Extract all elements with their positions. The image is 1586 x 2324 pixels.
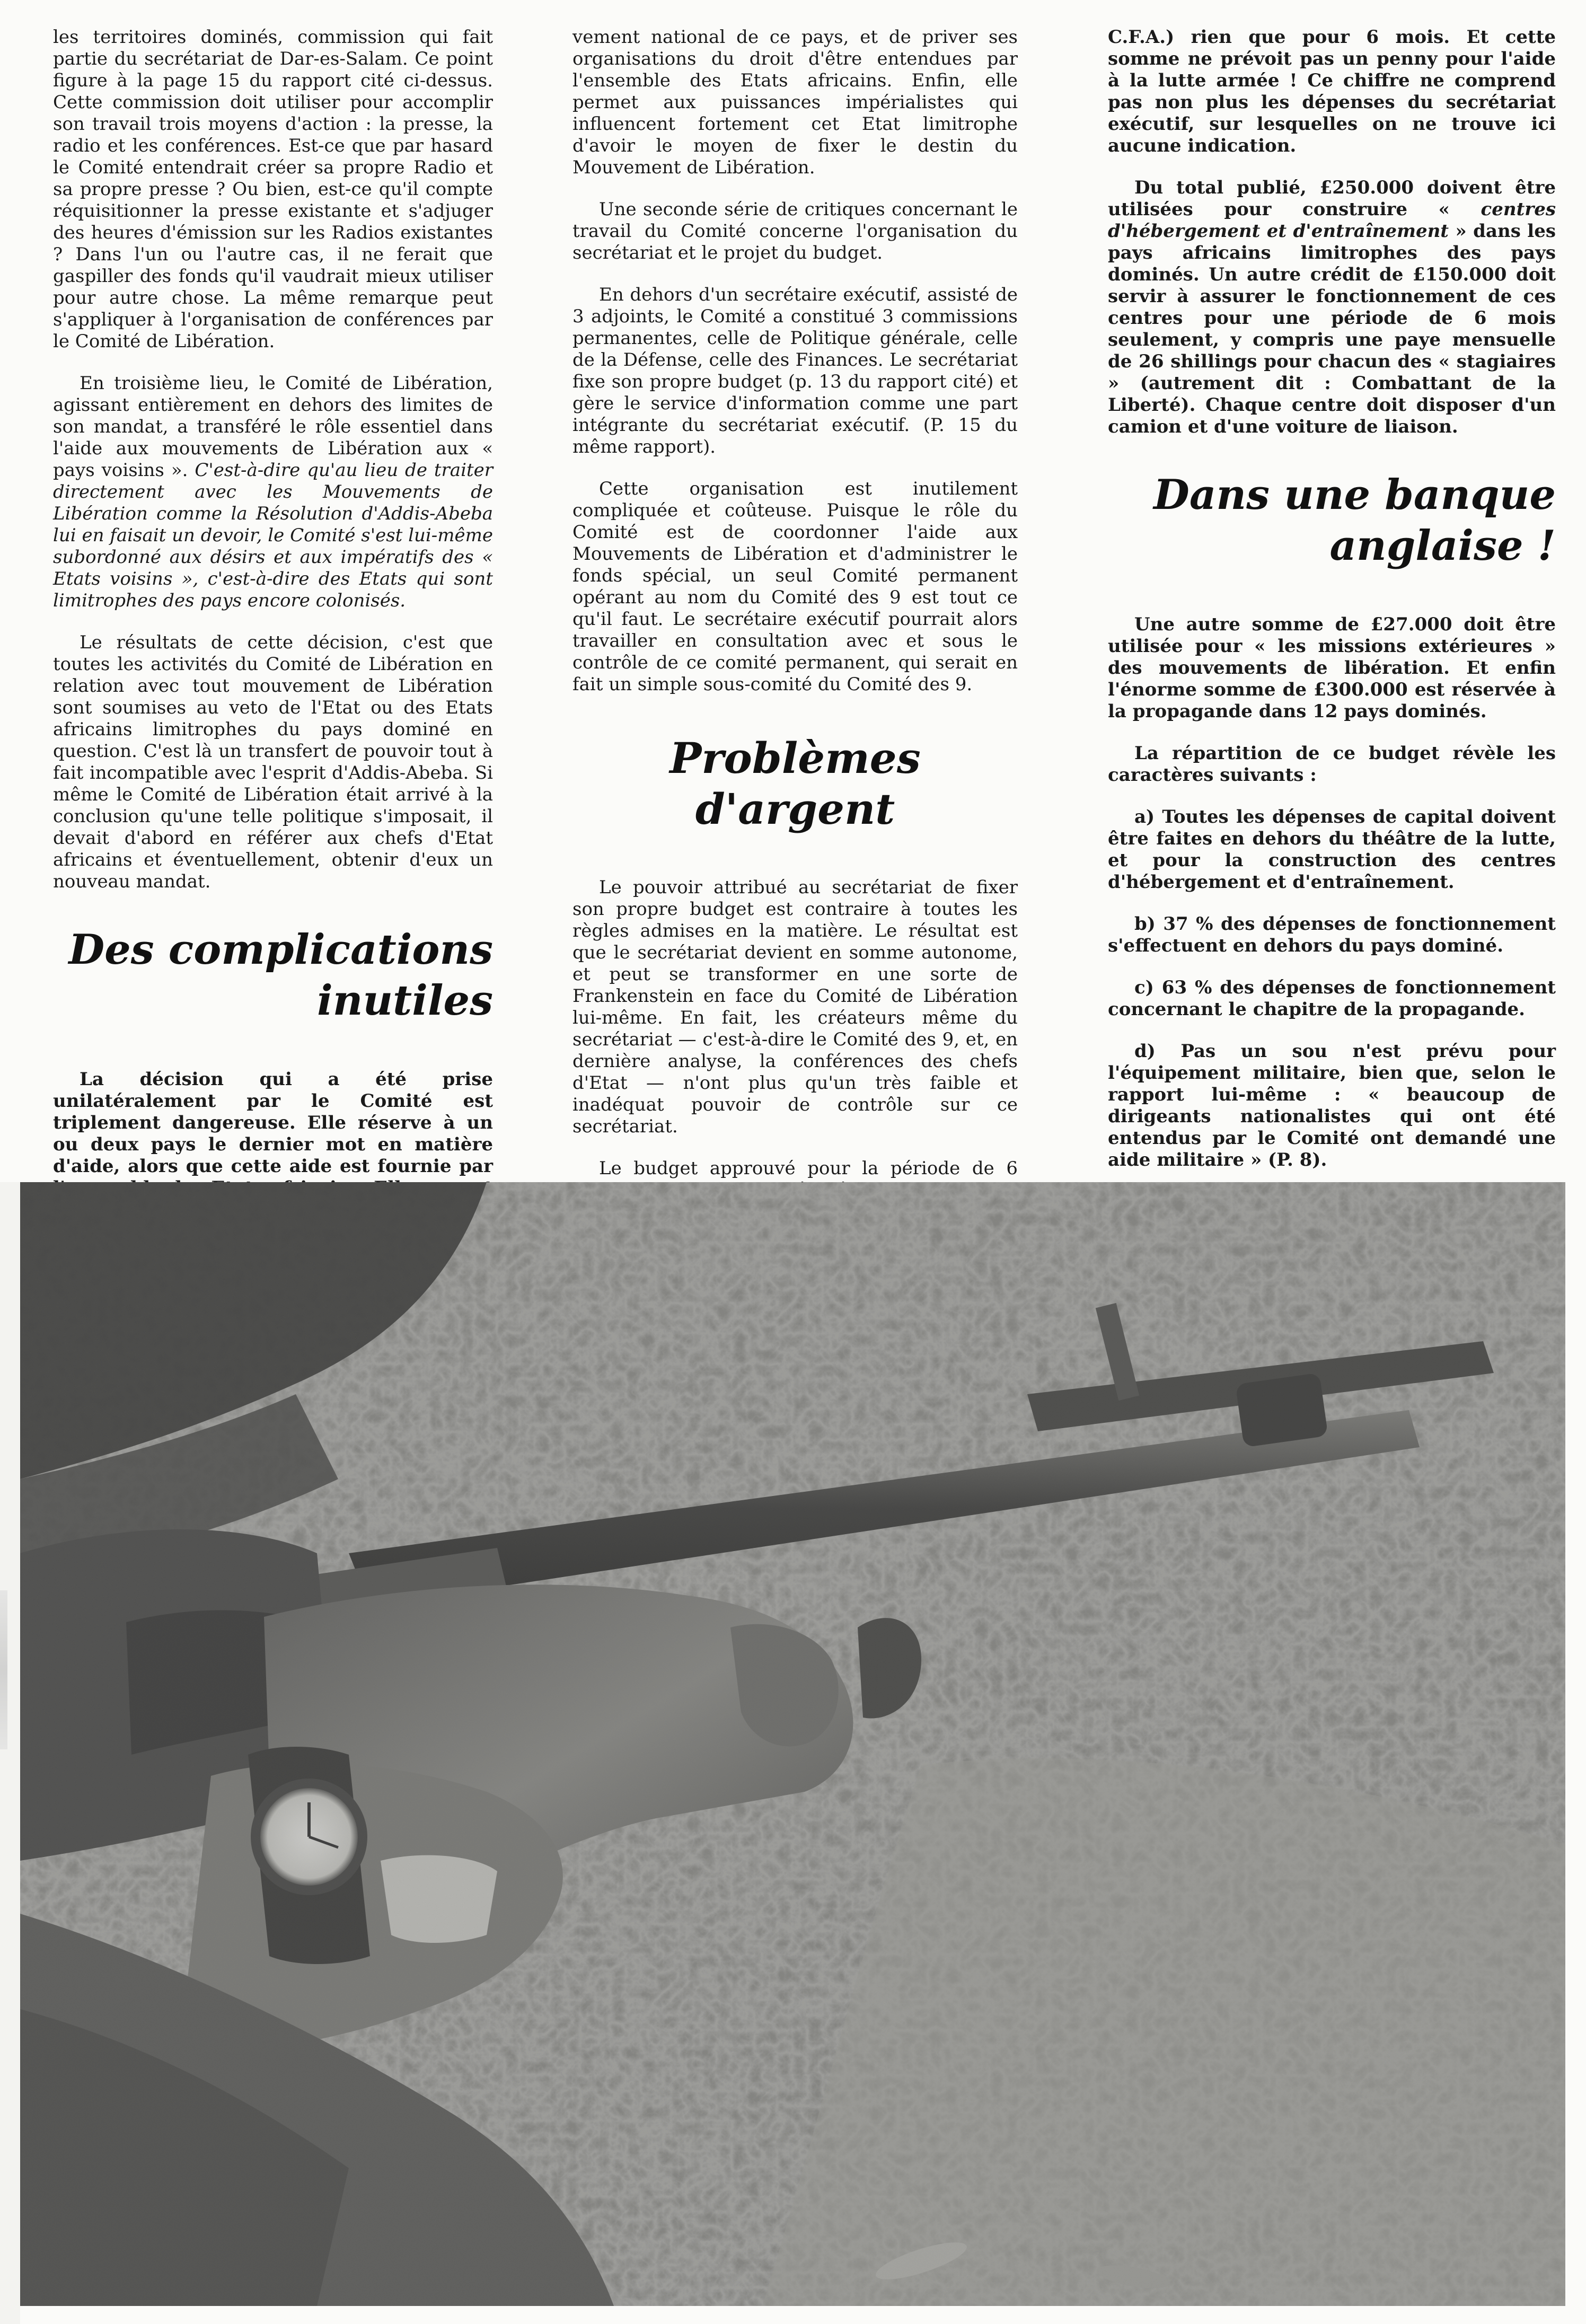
paragraph: Le budget approuvé pour la période de 6 <box>599 1158 1018 1179</box>
paragraph <box>53 373 493 612</box>
paragraph: Une seconde série de critiques concernant le travail du Comité concerne l'organisation du secrétariat et le projet du budget. <box>572 199 1018 263</box>
column-1 <box>53 27 493 1177</box>
paragraph: d) Pas un sou n'est prévu pour l'équipement militaire, bien que, selon le rapport lui-même : « beaucoup de dirigeants nationalistes qui ont été entendus par le Comité ont demandé une aide militaire » (P. 8). <box>1108 1041 1556 1170</box>
column-2 <box>572 27 1018 1179</box>
paragraph: c) 63 % des dépenses de fonctionnement concernant le chapitre de la propagande. <box>1108 977 1556 1020</box>
paragraph: En dehors d'un secrétaire exécutif, assisté de 3 adjoints, le Comité a constitué 3 commissions permanentes, celle de Politique générale, celle de la Défense, celle des Finances. Le secrétariat fixe son propre budget (p. 13 du rapport cité) et gère le service d'information comme une part intégrante du secrétariat exécutif. (P. 15 du même rapport). <box>572 284 1018 457</box>
section-heading: Problèmes d'argent <box>669 733 921 834</box>
paragraph-text: En troisième lieu, le Comité de Libération, agissant entièrement en dehors des limites de son mandat, a transféré le rôle essentiel dans l'aide aux mouvements de Libération aux « pays voisins ». <box>53 373 493 481</box>
paragraph-text: » dans les pays africains limitrophes des pays dominés. Un autre crédit de £150.000 doit servir à assurer le fonctionnement de ces centres pour une période de 6 mois seulement, y compris une paye mensuelle de 26 shillings pour chacun des « stagiaires » (autrement dit : Combattant de la Liberté). Chaque centre doit disposer d'un camion et d'une voiture de liaison. <box>1108 221 1556 437</box>
paragraph: Une autre somme de £27.000 doit être utilisée pour « les missions extérieures » des mouvements de libération. Et enfin l'énorme somme de £300.000 est réservée à la propagande dans 12 pays dominés. <box>1108 614 1556 722</box>
paragraph-text: Du total publié, £250.000 doivent être utilisées pour construire « <box>1108 177 1556 220</box>
paragraph: La répartition de ce budget révèle les caractères suivants : <box>1108 743 1556 786</box>
page-margin <box>0 1182 20 2324</box>
paragraph: a) Toutes les dépenses de capital doivent être faites en dehors du théâtre de la lutte, et pour la construction des centres d'hébergement et d'entraînement. <box>1108 806 1556 893</box>
paragraph: Le pouvoir attribué au secrétariat de fixer son propre budget est contraire à toutes les règles admises en la matière. Le résultat est que le secrétariat devient en somme autonome, et peut se transformer en une sorte de Frankenstein en face du Comité de Libération lui-même. En fait, les créateurs même du secrétariat — c'est-à-dire le Comité des 9, et, en dernière analyse, la conférences des chefs d'Etat — n'ont plus qu'un très faible et inadéquat pouvoir de contrôle sur ce secrétariat. <box>572 877 1018 1137</box>
rifle-and-hand-photo <box>20 1182 1565 2306</box>
paragraph-italic-text: C'est-à-dire qu'au lieu de traiter directement avec les Mouvements de Libération comme la Résolution d'Addis-Abeba lui en faisait un devoir, le Comité s'est lui-même subordonné aux désirs et aux impératifs des « Etats voisins », c'est-à-dire des Etats qui sont limitrophes des pays encore colonisés. <box>53 460 493 611</box>
section-heading: Des complications inutiles <box>68 926 493 1025</box>
paragraph: La décision qui a été prise unilatéralement par le Comité est triplement dangereuse. Elle réserve à un ou deux pays le dernier mot en matière d'aide, alors que cette aide est fournie par <box>53 1069 493 1177</box>
paragraph: vement national de ce pays, et de priver ses organisations du droit d'être entendues par l'ensemble des Etats africains. Enfin, elle permet aux puissances impérialistes qui influencent fortement cet Etat limitrophe d'avoir le moyen de fixer le destin du Mouvement de Libération. <box>572 27 1018 178</box>
photo-illustration <box>20 1182 1565 2306</box>
paragraph: Le résultats de cette décision, c'est que toutes les activités du Comité de Libération en relation avec tout mouvement de Libération sont soumises au veto de l'Etat ou des Etats africains limitrophes du pays dominé en question. C'est là un transfert de pouvoir tout à fait incompatible avec l'esprit d'Addis-Abeba. Si même le Comité de Libération était arrivé à la conclusion qu'une telle politique s'imposait, il devait d'abord en référer aux chefs d'Etat africains et éventuellement, obtenir d'eux un nouveau mandat. <box>53 632 493 892</box>
paragraph: b) 37 % des dépenses de fonctionnement s'effectuent en dehors du pays dominé. <box>1108 913 1556 956</box>
paragraph <box>1108 177 1556 438</box>
paragraph: les territoires dominés, commission qui fait partie du secrétariat de Dar-es-Salam. Ce point figure à la page 15 du rapport cité ci-dessus. Cette commission doit utiliser pour accomplir son travail trois moyens d'action : la presse, la radio et les conférences. Est-ce que par hasard le Comité entendrait créer sa propre Radio et sa propre presse ? Ou bien, est-ce qu'il compte réquisitionner la presse existante et s'adjuger des heures d'émission sur les Radios existantes ? Dans l'un ou l'autre cas, il ne ferait que gaspiller des fonds qu'il vaudrait mieux utiliser pour autre chose. La même remarque peut s'appliquer à l'organisation de conférences par le Comité de Libération. <box>53 27 493 352</box>
film-grain <box>20 1182 1565 2306</box>
section-heading: Dans une banque anglaise ! <box>1153 471 1556 570</box>
paragraph: C.F.A.) rien que pour 6 mois. Et cette somme ne prévoit pas un penny pour l'aide à la lutte armée ! Ce chiffre ne comprend pas non plus les dépenses du secrétariat exécutif, sur lesquelles on ne trouve ici aucune indication. <box>1108 27 1556 156</box>
paragraph-italic-text: centres d'hébergement et d'entraînement <box>1108 199 1556 242</box>
column-3 <box>1108 27 1556 1172</box>
scan-artifact <box>0 1590 7 1749</box>
paragraph: Cette organisation est inutilement compliquée et coûteuse. Puisque le rôle du Comité est de coordonner l'aide aux Mouvements de Libération et d'administrer le fonds spécial, un seul Comité permanent opérant au nom du Comité des 9 est tout ce qu'il faut. Le secrétaire exécutif pourrait alors travailler en consultation avec et sous le contrôle de ce comité permanent, qui serait en fait un simple sous-comité du Comité des 9. <box>572 478 1018 695</box>
